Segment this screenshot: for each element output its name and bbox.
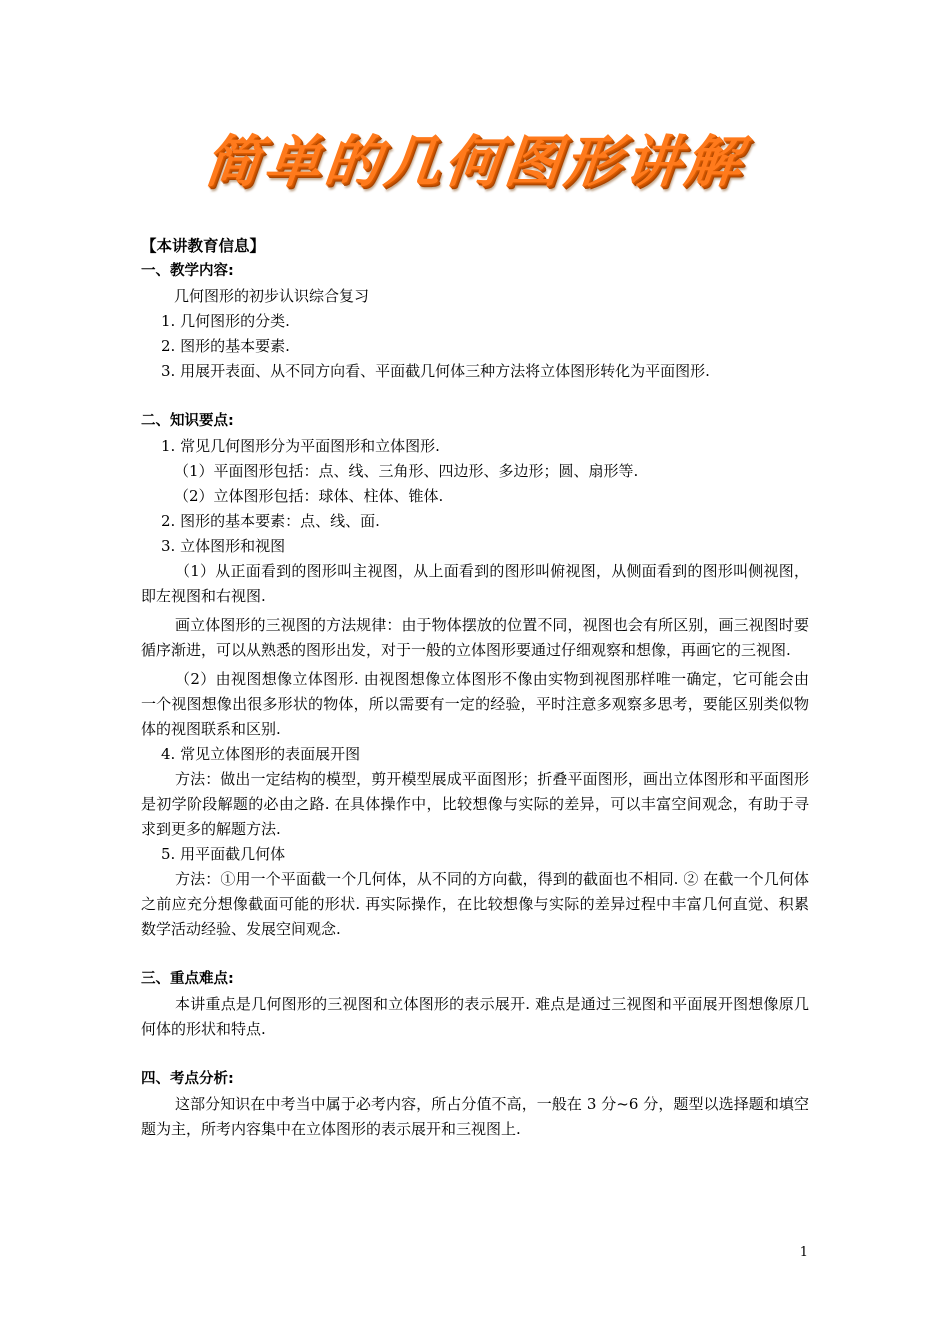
section-heading-teaching-content: 一、教学内容:: [141, 263, 234, 279]
section3-paragraph: 本讲重点是几何图形的三视图和立体图形的表示展开. 难点是通过三视图和平面展开图想像原几何体的形状和特点.: [141, 995, 809, 1038]
section1-line: 2. 图形的基本要素.: [161, 337, 290, 355]
section2-paragraph: （1）从正面看到的图形叫主视图，从上面看到的图形叫俯视图，从侧面看到的图形叫侧视图，即左视图和右视图.: [141, 562, 809, 605]
section2-line: （2）立体图形包括：球体、柱体、锥体.: [174, 487, 444, 505]
section4-paragraph: 这部分知识在中考当中属于必考内容，所占分值不高，一般在 3 分~6 分，题型以选择题和填空题为主，所考内容集中在立体图形的表示展开和三视图上.: [141, 1095, 809, 1138]
section2-paragraph: （2）由视图想像立体图形. 由视图想像立体图形不像由实物到视图那样唯一确定，它可能会由一个视图想像出很多形状的物体，所以需要有一定的经验，平时注意多观察多思考，要能区别类似物体的视图联系和区别.: [141, 670, 809, 738]
section2-paragraph: 方法：①用一个平面截一个几何体，从不同的方向截，得到的截面也不相同. ② 在截一个几何体之前应充分想像截面可能的形状. 再实际操作，在比较想像与实际的差异过程中丰富几何直觉、积累数学活动经验、发展空间观念.: [141, 870, 809, 938]
section2-line: （1）平面图形包括：点、线、三角形、四边形、多边形；圆、扇形等.: [174, 462, 639, 480]
section1-line: 1. 几何图形的分类.: [161, 312, 290, 330]
section-heading-focus-difficulty: 三、重点难点:: [141, 971, 234, 987]
section1-line: 几何图形的初步认识综合复习: [174, 287, 370, 305]
section-heading-exam-analysis: 四、考点分析:: [141, 1071, 234, 1087]
section2-line: 1. 常见几何图形分为平面图形和立体图形.: [161, 437, 440, 455]
info-header: 【本讲教育信息】: [141, 237, 266, 255]
page-title: 简单的几何图形讲解: [201, 130, 748, 195]
section2-line: 4. 常见立体图形的表面展开图: [161, 745, 361, 763]
section-heading-key-points: 二、知识要点:: [141, 413, 234, 429]
section2-paragraph: 方法：做出一定结构的模型，剪开模型展成平面图形；折叠平面图形，画出立体图形和平面图形是初学阶段解题的必由之路. 在具体操作中，比较想像与实际的差异，可以丰富空间观念，有助于寻求到更多的解题方法.: [141, 770, 809, 838]
document-body: [141, 233, 809, 1142]
section1-line: 3. 用展开表面、从不同方向看、平面截几何体三种方法将立体图形转化为平面图形.: [161, 362, 710, 380]
page-number: 1: [799, 1245, 808, 1260]
section2-line: 3. 立体图形和视图: [161, 537, 286, 555]
section2-line: 2. 图形的基本要素：点、线、面.: [161, 512, 380, 530]
section2-line: 5. 用平面截几何体: [161, 845, 286, 863]
section2-paragraph: 画立体图形的三视图的方法规律：由于物体摆放的位置不同，视图也会有所区别，画三视图时要循序渐进，可以从熟悉的图形出发，对于一般的立体图形要通过仔细观察和想像，再画它的三视图.: [141, 616, 809, 659]
